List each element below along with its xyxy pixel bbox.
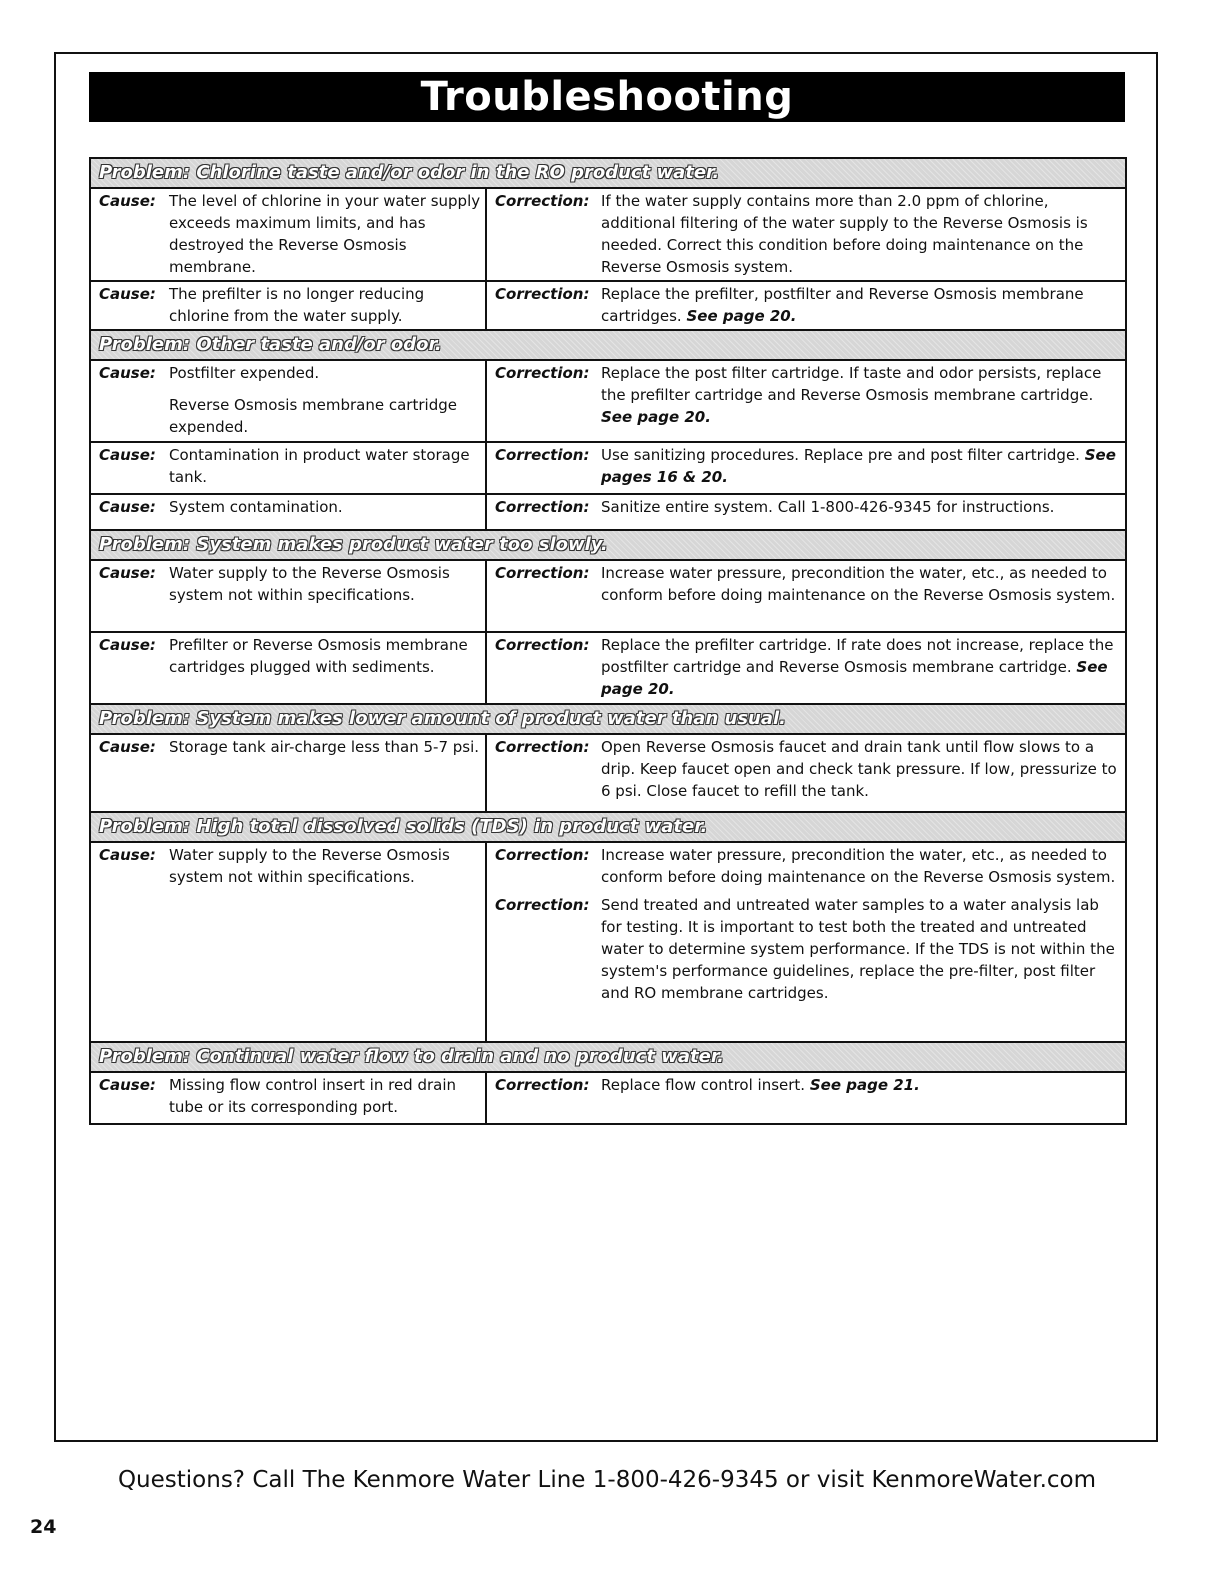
correction-label: Correction: [495, 498, 590, 516]
cause-text: Contamination in product water storage tank. [169, 446, 470, 486]
see-page-reference: See page 20. [686, 307, 797, 325]
correction-cell [495, 562, 1121, 606]
table-row [90, 1072, 1126, 1124]
correction-cell [495, 894, 1121, 1004]
correction-text: Increase water pressure, precondition the water, etc., as needed to conform before doing maintenance on the Reverse Osmosis system. [601, 846, 1116, 886]
cause-text: The level of chlorine in your water supply exceeds maximum limits, and has destroyed the Reverse Osmosis membrane. [169, 192, 481, 276]
cause-text: System contamination. [169, 498, 343, 516]
correction-text: Replace flow control insert. [601, 1076, 806, 1094]
cause-text: Storage tank air-charge less than 5-7 psi. [169, 738, 480, 756]
table-row [90, 360, 1126, 442]
cause-text-secondary: Reverse Osmosis membrane cartridge expended. [169, 396, 457, 436]
problem-heading: Problem: High total dissolved solids (TDS) in product water. [90, 812, 1126, 842]
table-row [90, 281, 1126, 330]
cause-text: Postfilter expended. [169, 364, 320, 382]
correction-text: If the water supply contains more than 2.0 ppm of chlorine, additional filtering of the water supply to the Reverse Osmosis is needed. Correct this condition before doing maintenance on the Reverse Osmosis system. [601, 192, 1088, 276]
page-number: 24 [30, 1516, 57, 1538]
correction-text: Replace the post filter cartridge. If taste and odor persists, replace the prefilter cartridge and Reverse Osmosis membrane cartridge. [601, 364, 1102, 404]
correction-text: Sanitize entire system. Call 1-800-426-9345 for instructions. [601, 498, 1055, 516]
problem-heading: Problem: System makes lower amount of product water than usual. [90, 704, 1126, 734]
cause-cell [99, 444, 481, 488]
table-row [90, 494, 1126, 530]
correction-cell [495, 362, 1121, 428]
cause-label: Cause: [99, 446, 156, 464]
cause-cell [99, 736, 481, 758]
cause-cell [99, 844, 481, 888]
see-page-reference: See pages 16 & 20. [601, 446, 1116, 486]
correction-label: Correction: [495, 896, 590, 914]
cause-cell [99, 562, 481, 606]
table-row [90, 560, 1126, 632]
table-row [90, 842, 1126, 1042]
cause-label: Cause: [99, 846, 156, 864]
correction-cell [495, 736, 1121, 802]
cause-text: The prefilter is no longer reducing chlorine from the water supply. [169, 285, 425, 325]
cause-text: Missing flow control insert in red drain tube or its corresponding port. [169, 1076, 457, 1116]
correction-label: Correction: [495, 636, 590, 654]
cause-text: Water supply to the Reverse Osmosis system not within specifications. [169, 564, 450, 604]
correction-label: Correction: [495, 1076, 590, 1094]
cause-label: Cause: [99, 636, 156, 654]
correction-text: Send treated and untreated water samples to a water analysis lab for testing. It is important to test both the treated and untreated water to determine system performance. If the TDS is not within the system's performance guidelines, replace the pre-filter, post filter and RO membrane cartridges. [601, 896, 1115, 1002]
correction-label: Correction: [495, 192, 590, 210]
correction-cell [495, 844, 1121, 888]
cause-label: Cause: [99, 564, 156, 582]
correction-cell [495, 283, 1121, 327]
correction-text: Use sanitizing procedures. Replace pre and post filter cartridge. [601, 446, 1080, 464]
correction-text: Replace the prefilter, postfilter and Reverse Osmosis membrane cartridges. [601, 285, 1084, 325]
correction-cell [495, 190, 1121, 278]
table-row [90, 188, 1126, 281]
correction-label: Correction: [495, 285, 590, 303]
cause-label: Cause: [99, 498, 156, 516]
correction-cell [495, 496, 1121, 518]
table-row [90, 632, 1126, 704]
correction-cell [495, 1074, 1121, 1096]
cause-cell [99, 634, 481, 678]
problem-heading: Problem: Chlorine taste and/or odor in the RO product water. [90, 158, 1126, 188]
see-page-reference: See page 20. [601, 658, 1108, 698]
problem-heading: Problem: Continual water flow to drain and no product water. [90, 1042, 1126, 1072]
problem-heading: Problem: Other taste and/or odor. [90, 330, 1126, 360]
see-page-reference: See page 21. [809, 1076, 920, 1094]
correction-label: Correction: [495, 446, 590, 464]
cause-cell [99, 283, 481, 327]
footer-contact-line: Questions? Call The Kenmore Water Line 1-800-426-9345 or visit KenmoreWater.com [117, 1467, 1097, 1493]
correction-text: Increase water pressure, precondition the water, etc., as needed to conform before doing maintenance on the Reverse Osmosis system. [601, 564, 1116, 604]
cause-cell [99, 496, 481, 518]
cause-label: Cause: [99, 285, 156, 303]
correction-label: Correction: [495, 846, 590, 864]
table-row [90, 734, 1126, 812]
correction-cell [495, 634, 1121, 700]
page-title: Troubleshooting [89, 72, 1125, 122]
cause-label: Cause: [99, 1076, 156, 1094]
cause-cell [99, 362, 481, 438]
correction-label: Correction: [495, 738, 590, 756]
cause-cell [99, 1074, 481, 1118]
correction-label: Correction: [495, 564, 590, 582]
cause-text: Water supply to the Reverse Osmosis system not within specifications. [169, 846, 450, 886]
see-page-reference: See page 20. [601, 408, 711, 426]
correction-label: Correction: [495, 364, 590, 382]
cause-cell [99, 190, 481, 278]
troubleshooting-table [89, 157, 1127, 1125]
correction-cell [495, 444, 1121, 488]
table-row [90, 442, 1126, 494]
cause-text: Prefilter or Reverse Osmosis membrane cartridges plugged with sediments. [169, 636, 468, 676]
cause-label: Cause: [99, 192, 156, 210]
cause-label: Cause: [99, 738, 156, 756]
correction-text: Replace the prefilter cartridge. If rate does not increase, replace the postfilter cartridge and Reverse Osmosis membrane cartridge. [601, 636, 1114, 676]
problem-heading: Problem: System makes product water too slowly. [90, 530, 1126, 560]
cause-label: Cause: [99, 364, 156, 382]
correction-text: Open Reverse Osmosis faucet and drain tank until flow slows to a drip. Keep faucet open and check tank pressure. If low, pressurize to 6 psi. Close faucet to refill the tank. [601, 738, 1117, 800]
